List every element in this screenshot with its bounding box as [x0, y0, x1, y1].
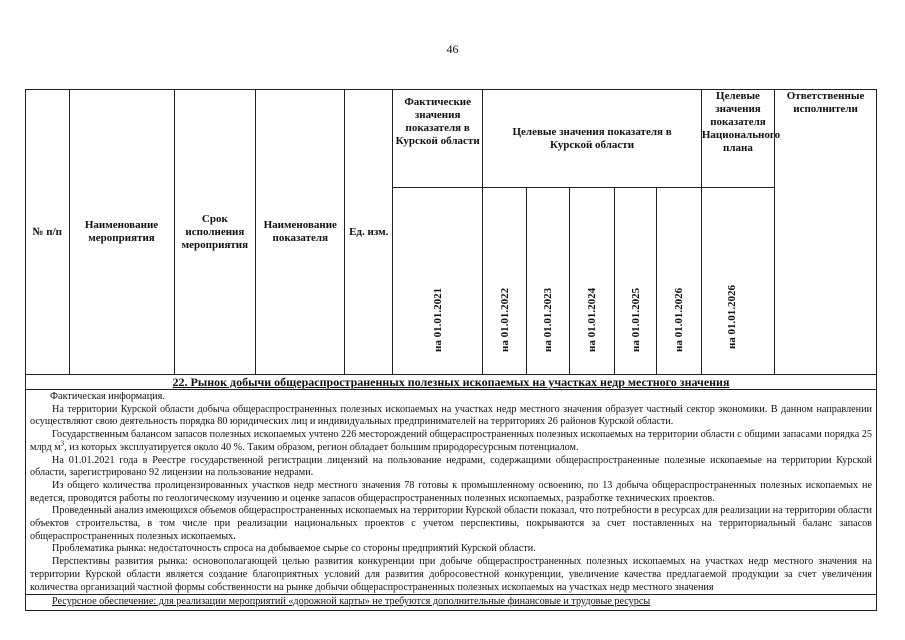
header-responsible: Ответственные исполнители — [775, 90, 877, 375]
paragraph-reserves: Государственным балансом запасов полезных ископаемых учтено 226 месторождений общераспространенных полезных ископаемых на территории области с общими запасами порядка 25 млрд $м^3$, из которых эксплуатируется около 40 %. Таким образом, регион обладает большим природоресурсным потенциалом. — [30, 429, 872, 453]
roadmap-table — [25, 89, 877, 611]
paragraph-licenses: На 01.01.2021 года в Реестре государственной регистрации лицензий на пользование недрами, содержащими общераспространенные полезные ископаемые на территории Курской области, зарегистрировано 92 лицензии на пользование недрами. — [30, 454, 872, 479]
paragraph-licensed-sites: Из общего количества пролицензированных участков недр местного значения 78 готовы к промышленному освоению, по 13 добыча общераспространенных полезных ископаемых не ведется, проводятся работы по геологическому изучению и оценке запасов общераспространенных полезных ископаемых, разработке технических проектов. — [30, 479, 872, 504]
page-number: 46 — [446, 42, 459, 56]
header-date-2024: на 01.01.2024 — [570, 188, 615, 375]
header-date-2022: на 01.01.2022 — [483, 188, 527, 375]
header-date-2026: на 01.01.2026 — [657, 188, 702, 375]
paragraph-prospects: Перспективы развития рынка: основополагающей целью развития конкуренции при добыче общераспространенных полезных ископаемых на участках недр местного значения на территории Курской области является создание благоприятных условий для развития добросовестной конкуренции, увеличение качества предлагаемой продукции за счет увеличения количества организаций частной формы собственности на рынке добычи общераспространенных полезных ископаемых на участках недр местного значения — [30, 556, 872, 593]
header-unit: Ед. изм. — [345, 90, 393, 375]
header-num: № п/п — [26, 90, 70, 375]
header-name: Наименование мероприятия — [69, 90, 174, 375]
paragraph-actual-info: Фактическая информация. — [50, 391, 165, 402]
header-indicator: Наименование показателя — [256, 90, 345, 375]
header-term: Срок исполнения мероприятия — [174, 90, 256, 375]
section-title: 22. Рынок добычи общераспространенных полезных ископаемых на участках недр местного значения — [26, 375, 877, 390]
header-date-2025: на 01.01.2025 — [614, 188, 656, 375]
header-national: Целевые значения показателя Национального плана — [701, 90, 774, 188]
paragraph-problems: Проблематика рынка: недостаточность спроса на добываемое сырье со стороны предприятий Курской области. — [52, 543, 536, 555]
paragraph-market-overview: На территории Курской области добыча общераспространенных полезных ископаемых на участках недр местного значения образует частный сектор экономики. В данном направлении осуществляют свою деятельность порядка 80 юридических лиц и индивидуальных предпринимателей на территориях 26 районов Курской области. — [30, 403, 872, 428]
resource-provision: Ресурсное обеспечение: для реализации мероприятий «дорожной карты» не требуются дополнительные финансовые и трудовые ресурсы — [26, 595, 877, 611]
header-date-actual: на 01.01.2021 — [393, 188, 483, 375]
header-actual: Фактические значения показателя в Курской области — [393, 90, 483, 188]
header-date-2023: на 01.01.2023 — [526, 188, 570, 375]
header-target-group: Целевые значения показателя в Курской области — [483, 90, 702, 188]
section-body — [26, 390, 877, 595]
header-date-national: на 01.01.2026 — [701, 188, 774, 375]
paragraph-analysis: Проведенный анализ имеющихся объемов общераспространенных ископаемых на территории Курской области показал, что потребности в ресурсах для реализации на территории области объектов строительства, в том числе при реализации национальных проектов с учетом перспективы, покрываются за счет поставленных на территориальный баланс запасов общераспространенных полезных ископаемых. — [30, 505, 872, 542]
